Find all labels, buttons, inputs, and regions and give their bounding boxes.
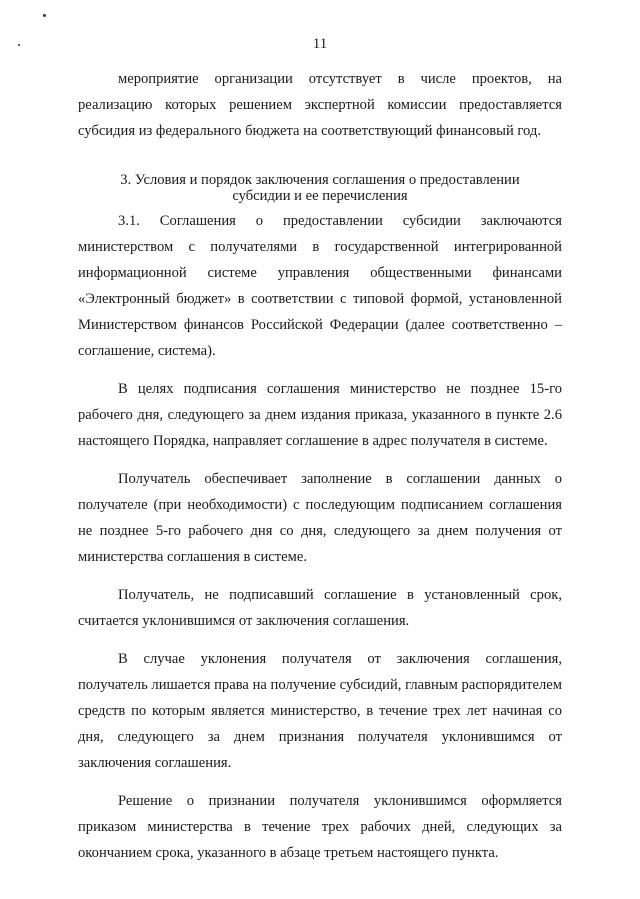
paragraph-evasion-consequences: В случае уклонения получателя от заключения соглашения, получатель лишается права на получение субсидий, главным распорядителем средств по которым является министерство, в течение трех лет начиная со дня, следующего за днем признания получателя уклонившимся от заключения соглашения. [78,651,562,771]
paragraph-evasion: Получатель, не подписавший соглашение в установленный срок, считается уклонившимся от заключения соглашения. [78,587,562,629]
section-heading-line-1: 3. Условия и порядок заключения соглашения о предоставлении [120,172,520,188]
paragraph-evasion-order: Решение о признании получателя уклонившимся оформляется приказом министерства в течение трех рабочих дней, следующих за окончанием срока, указанного в абзаце третьем настоящего пункта. [78,793,562,861]
intro-paragraph: мероприятие организации отсутствует в числе проектов, на реализацию которых решением экспертной комиссии предоставляется субсидия из федерального бюджета на соответствующий финансовый год. [78,71,562,139]
document-body [78,66,562,866]
scan-speck [43,14,46,17]
paragraph-recipient-duties: Получатель обеспечивает заполнение в соглашении данных о получателе (при необходимости) с последующим подписанием соглашения не позднее 5-го рабочего дня со дня, следующего за днем получения от министерства соглашения в системе. [78,471,562,565]
paragraph-signing-deadline: В целях подписания соглашения министерство не позднее 15-го рабочего дня, следующего за днем издания приказа, указанного в пункте 2.6 настоящего Порядка, направляет соглашение в адрес получателя в системе. [78,381,562,449]
page-number: 11 [312,36,328,52]
paragraph-3-1: 3.1. Соглашения о предоставлении субсидии заключаются министерством с получателями в государственной интегрированной информационной системе управления общественными финансами «Электронный бюджет» в соответствии с типовой формой, установленной Министерством финансов Российской Федерации (далее соответственно – соглашение, система). [78,213,562,359]
section-heading-line-2: субсидии и ее перечисления [232,188,408,204]
